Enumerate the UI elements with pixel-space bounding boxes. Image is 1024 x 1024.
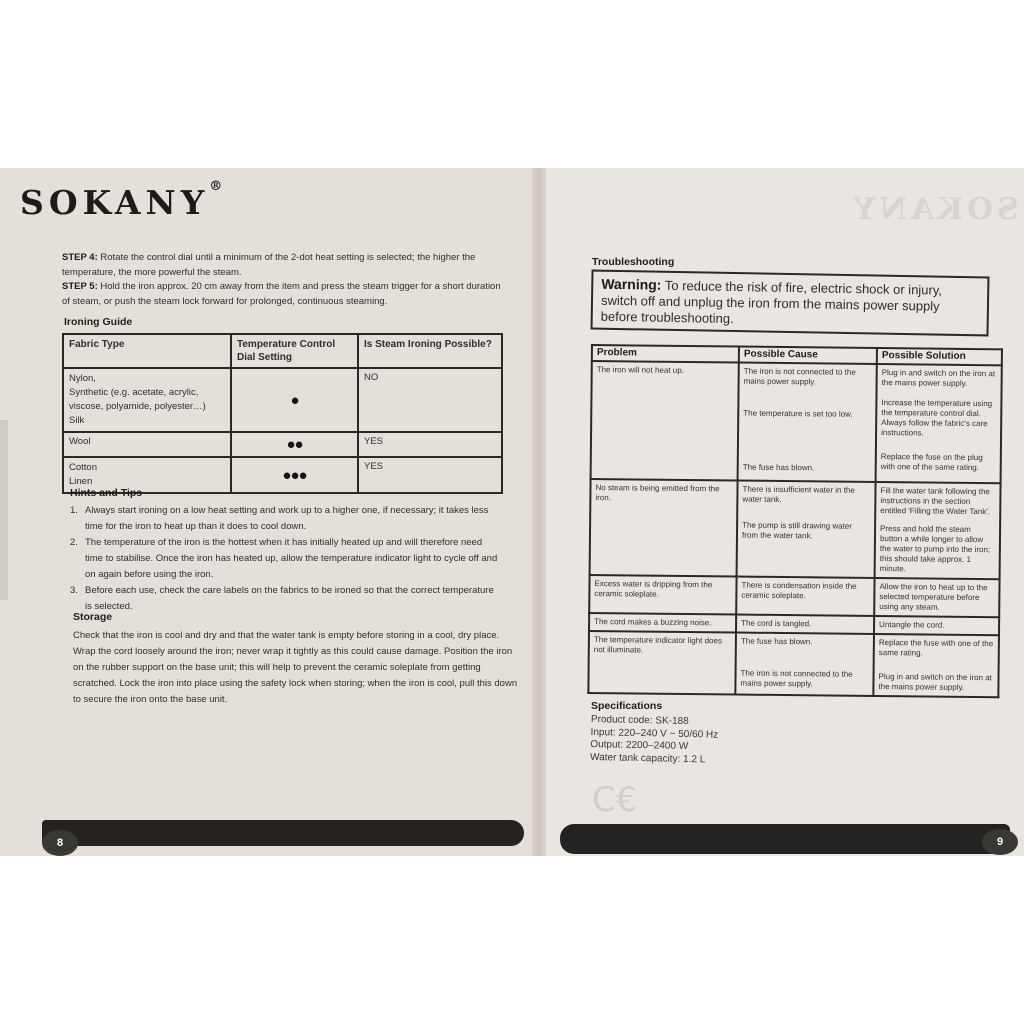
problem-cell: No steam is being emitted from the iron.	[590, 479, 738, 577]
step-5-label: STEP 5:	[62, 281, 98, 292]
cause-cell: There is condensation inside the ceramic soleplate.	[736, 577, 874, 616]
solution-cell: Replace the fuse with one of the same rating. Plug in and switch on the iron at the mains power supply.	[873, 634, 999, 697]
solution-cell: Plug in and switch on the iron at the mains power supply. Increase the temperature using the temperature control dial. Always follow the fabric's care instructions. Replace the fuse on the plug with one of the same rating.	[876, 364, 1002, 483]
list-item: 1. Always start ironing on a low heat setting and work up to a higher one, if necessary; it takes less time for the iron to heat up than it does to cool down.	[70, 505, 489, 532]
show-through-logo: SOKANY	[850, 192, 1019, 227]
heat-dots: ●	[231, 368, 358, 432]
specifications-title: Specifications	[591, 700, 663, 712]
troubleshooting-table	[587, 344, 1003, 698]
table-row	[589, 575, 999, 617]
spec-water-tank: Water tank capacity: 1.2 L	[589, 751, 706, 765]
table-header-row	[63, 334, 502, 368]
hints-list	[70, 503, 500, 615]
table-row	[63, 432, 502, 457]
problem-cell: Excess water is dripping from the ceramic soleplate.	[589, 575, 736, 615]
steam-cell: YES	[358, 457, 502, 493]
steam-cell: YES	[358, 432, 502, 457]
book-spine	[532, 168, 546, 856]
table-row	[591, 361, 1002, 483]
list-item: 3. Before each use, check the care labels on the fabrics to be ironed so that the correct temperature is selected.	[70, 585, 494, 612]
step-4-label: STEP 4:	[62, 252, 98, 263]
table-row	[63, 368, 502, 432]
spec-output: Output: 2200–2400 W	[590, 738, 689, 753]
background-top	[0, 0, 1024, 168]
step-4-paragraph	[62, 250, 507, 280]
problem-cell: The iron will not heat up.	[591, 361, 739, 481]
cause-cell: The iron is not connected to the mains power supply. The temperature is set too low. The fuse has blown.	[738, 363, 877, 482]
solution-cell: Untangle the cord.	[874, 616, 999, 635]
page-edge	[0, 420, 8, 600]
page-number-right: 9	[982, 829, 1018, 855]
specifications-list	[590, 714, 719, 767]
hints-title: Hints and Tips	[70, 487, 143, 499]
solution-cell: Fill the water tank following the instructions in the section entitled 'Filling the Water Tank'. Press and hold the steam button a while longer to allow the water to pump into the iron; this should take approx. 1 minute.	[875, 482, 1001, 579]
step-5-text: Hold the iron approx. 20 cm away from the item and press the steam trigger for a short duration of steam, or push the steam lock forward for prolonged, continuous steaming.	[62, 281, 501, 307]
table-row	[588, 631, 999, 697]
fabric-cell: Cotton Linen	[63, 457, 231, 493]
storage-text: Check that the iron is cool and dry and that the water tank is empty before storing in a cool, dry place. Wrap the cord loosely around the iron; never wrap it tightly as this could cause damage. Position the iron on the rubber support on the base unit; this will help to prevent the ceramic soleplate from getting scratched. Lock the iron into place using the safety lock when storing; when the iron is cool, pull this down to secure the iron onto the base unit.	[73, 630, 518, 705]
header-problem: Problem	[592, 345, 739, 363]
steam-cell: NO	[358, 368, 502, 432]
header-steam-possible: Is Steam Ironing Possible?	[358, 334, 502, 368]
heat-dots: ●●●	[231, 457, 358, 493]
background-bottom	[0, 856, 1024, 1024]
troubleshooting-title: Troubleshooting	[592, 256, 675, 268]
header-possible-solution: Possible Solution	[877, 348, 1002, 365]
heat-dots: ●●	[231, 432, 358, 457]
warning-label: Warning:	[601, 275, 662, 293]
header-possible-cause: Possible Cause	[739, 347, 877, 364]
cause-cell: There is insufficient water in the water tank. The pump is still drawing water from the water tank.	[737, 481, 876, 578]
page-number-left: 8	[42, 830, 78, 856]
header-temperature-setting: Temperature Control Dial Setting	[231, 334, 358, 368]
ironing-guide-title: Ironing Guide	[64, 316, 133, 328]
spec-product-code: Product code: SK-188	[590, 714, 689, 728]
step-5-paragraph	[62, 279, 507, 309]
step-4-text: Rotate the control dial until a minimum of the 2-dot heat setting is selected; the higher the temperature, the more powerful the steam.	[62, 252, 476, 278]
problem-cell: The temperature indicator light does not illuminate.	[588, 631, 736, 695]
brand-logo: SOKANY®	[20, 179, 223, 222]
fabric-cell: Nylon, Synthetic (e.g. acetate, acrylic, viscose, polyamide, polyester…) Silk	[63, 368, 231, 432]
cause-cell: The fuse has blown. The iron is not connected to the mains power supply.	[735, 633, 874, 696]
header-fabric-type: Fabric Type	[63, 334, 231, 368]
warning-text: To reduce the risk of fire, electric shock or injury, switch off and unplug the iron from the mains power supply before troubleshooting.	[600, 277, 943, 327]
footer-bar-left	[42, 820, 524, 846]
cause-cell: The cord is tangled.	[736, 615, 874, 634]
table-row	[590, 479, 1001, 579]
fabric-cell: Wool	[63, 432, 231, 457]
list-item: 2. The temperature of the iron is the hottest when it has initially heated up and will therefore need time to stabilise. Once the iron has heated up, allow the temperature indicator light to cycle off and on again before using the iron.	[70, 537, 498, 580]
problem-cell: The cord makes a buzzing noise.	[589, 613, 736, 633]
warning-box	[591, 270, 990, 337]
storage-title: Storage	[73, 611, 113, 623]
footer-bar-right	[560, 824, 1010, 854]
ironing-guide-table	[62, 333, 503, 494]
ce-mark-icon: C€	[592, 780, 638, 820]
spec-input: Input: 220–240 V ~ 50/60 Hz	[590, 726, 719, 741]
solution-cell: Allow the iron to heat up to the selected temperature before using any steam.	[874, 578, 999, 617]
